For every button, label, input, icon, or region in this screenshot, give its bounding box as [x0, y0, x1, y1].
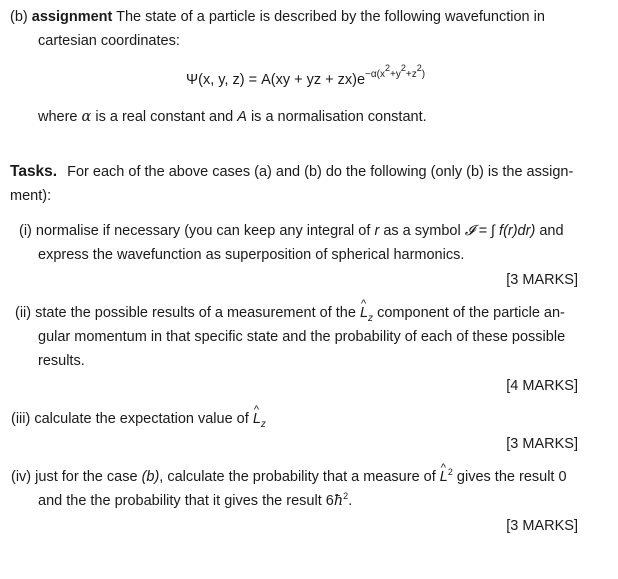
part-b-line-1	[10, 8, 545, 26]
task-ii-label: (ii)	[15, 305, 32, 321]
task-i-line-2: express the wavefunction as superposition of spherical harmonics.	[38, 247, 465, 263]
task-ii-line-1: (ii) state the possible results of a measurement of the ^ $L_z$ component of the particle an-	[15, 304, 565, 328]
task-iv-line-2: and the the probability that it gives the result $6ħ^2$.	[38, 491, 353, 509]
task-ii-line-3: results.	[38, 353, 85, 369]
part-b-line-2	[38, 32, 180, 50]
constant-A: A	[237, 109, 247, 125]
task-iii-marks: [3 MARKS]	[506, 436, 578, 452]
part-label: (b)	[10, 9, 28, 25]
tasks-heading: Tasks.	[10, 163, 58, 180]
task-iv-marks: [3 MARKS]	[506, 518, 578, 534]
part-b-where-line: where α is a real constant and A is a normalisation constant.	[38, 109, 427, 125]
alpha-symbol: α	[81, 109, 92, 125]
integral-symbol: 𝓘 = ∫ f(r)dr)	[464, 223, 536, 239]
task-i-marks: [3 MARKS]	[506, 272, 578, 288]
task-iv-line-1: (iv) just for the case (b), calculate the probability that a measure of ^ $L^2$ gives the result 0	[11, 468, 567, 486]
task-i-line-1: (i) normalise if necessary (you can keep any integral of r as a symbol 𝓘 = ∫ f(r)dr) and	[19, 223, 564, 239]
task-iii-label: (iii)	[11, 411, 31, 427]
task-iv-label: (iv)	[11, 469, 32, 485]
equation-lhs: Ψ(x, y, z) = A(xy + yz + zx)e	[186, 72, 366, 88]
task-ii-line-2: gular momentum in that specific state and the probability of each of these possible	[38, 329, 566, 345]
tasks-intro: For each of the above cases (a) and (b) do the following (only (b) is the assign-	[67, 164, 574, 180]
hbar-symbol: ħ	[333, 493, 344, 509]
equation-exponent: −α(x2+y2+z2)	[365, 63, 426, 80]
l-squared-operator: ^ $L^2$	[440, 469, 453, 485]
task-i-label: (i)	[19, 223, 32, 239]
lz-operator: ^ $L_z$	[253, 411, 266, 427]
tasks-line-2: ment):	[10, 188, 52, 204]
part-intro-text: The state of a particle is described by the following wavefunction in	[116, 9, 545, 25]
part-title: assignment	[31, 9, 113, 25]
part-intro-text-2: cartesian coordinates:	[38, 33, 180, 49]
tasks-line-1	[10, 163, 573, 181]
lz-operator: ^ $L_z$	[360, 305, 373, 321]
task-iii-line-1: (iii) calculate the expectation value of ^ $L_z$	[11, 410, 266, 434]
wavefunction-equation	[186, 63, 426, 89]
task-ii-marks: [4 MARKS]	[506, 378, 578, 394]
